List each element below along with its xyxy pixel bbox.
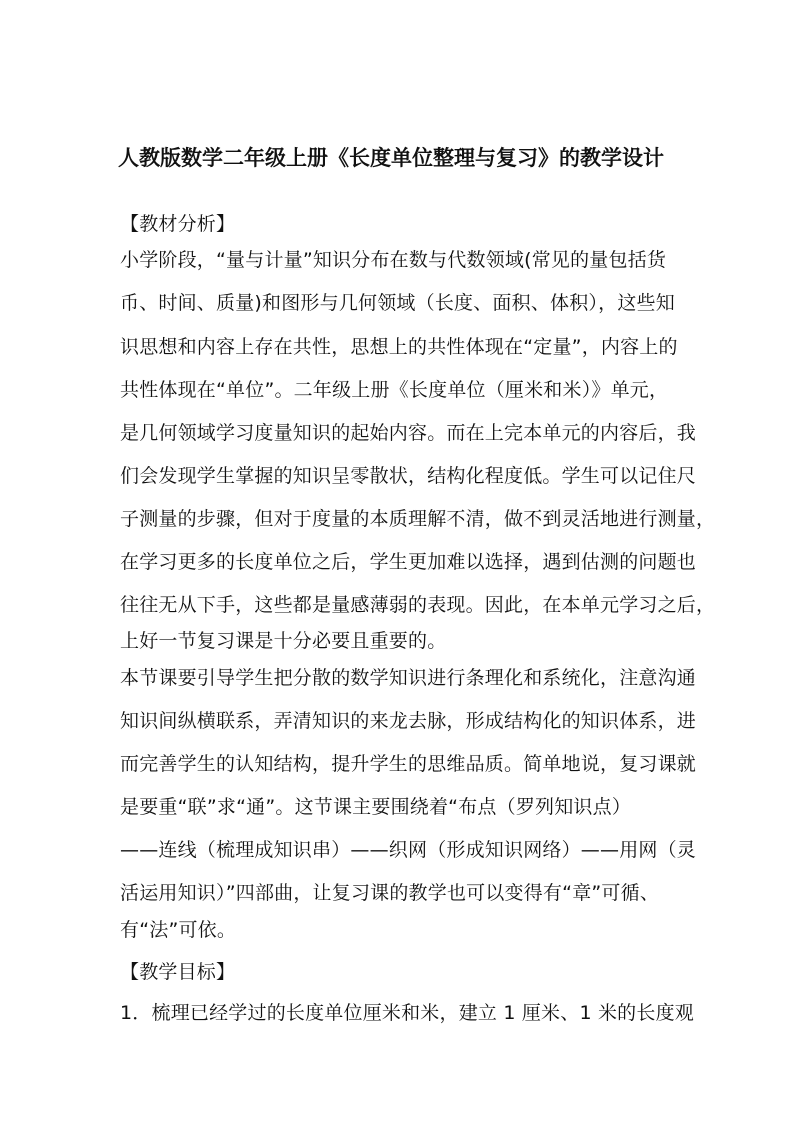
body-line: 共性体现在“单位”。二年级上册《长度单位（厘米和米）》单元， bbox=[120, 379, 669, 401]
body-line: 识思想和内容上存在共性，思想上的共性体现在“定量”，内容上的 bbox=[120, 336, 678, 358]
body-line: 币、时间、质量)和图形与几何领域（长度、面积、体积），这些知 bbox=[120, 292, 675, 314]
body-line: ——连线（梳理成知识串）——织网（形成知识网络）——用网（灵 bbox=[120, 839, 697, 861]
body-line: 1．梳理已经学过的长度单位厘米和米，建立 1 厘米、1 米的长度观 bbox=[120, 1002, 694, 1024]
body-line: 小学阶段，“量与计量”知识分布在数与代数领域(常见的量包括货 bbox=[120, 249, 667, 271]
section-heading-teaching-objectives: 【教学目标】 bbox=[120, 961, 236, 983]
body-line: 在学习更多的长度单位之后，学生更加难以选择，遇到估测的问题也 bbox=[120, 551, 697, 573]
body-line: 上好一节复习课是十分必要且重要的。 bbox=[120, 630, 447, 652]
body-line: 知识间纵横联系，弄清知识的来龙去脉，形成结构化的知识体系，进 bbox=[120, 710, 697, 732]
body-line: 是要重“联”求“通”。这节课主要围绕着“布点（罗列知识点） bbox=[120, 796, 632, 818]
body-line: 子测量的步骤，但对于度量的本质理解不清，做不到灵活地进行测量， bbox=[120, 508, 716, 530]
body-line: 本节课要引导学生把分散的数学知识进行条理化和系统化，注意沟通 bbox=[120, 667, 697, 689]
document-title: 人教版数学二年级上册《长度单位整理与复习》的教学设计 bbox=[118, 146, 664, 170]
body-line: 是几何领域学习度量知识的起始内容。而在上完本单元的内容后，我 bbox=[120, 422, 697, 444]
body-line: 活运用知识）”四部曲，让复习课的教学也可以变得有“章”可循、 bbox=[120, 882, 660, 904]
body-line: 而完善学生的认知结构，提升学生的思维品质。简单地说，复习课就 bbox=[120, 753, 697, 775]
body-line: 有“法”可依。 bbox=[120, 919, 237, 941]
body-line: 们会发现学生掌握的知识呈零散状，结构化程度低。学生可以记住尺 bbox=[120, 465, 697, 487]
section-heading-textbook-analysis: 【教材分析】 bbox=[120, 213, 236, 235]
body-line: 往往无从下手，这些都是量感薄弱的表现。因此，在本单元学习之后， bbox=[120, 594, 716, 616]
